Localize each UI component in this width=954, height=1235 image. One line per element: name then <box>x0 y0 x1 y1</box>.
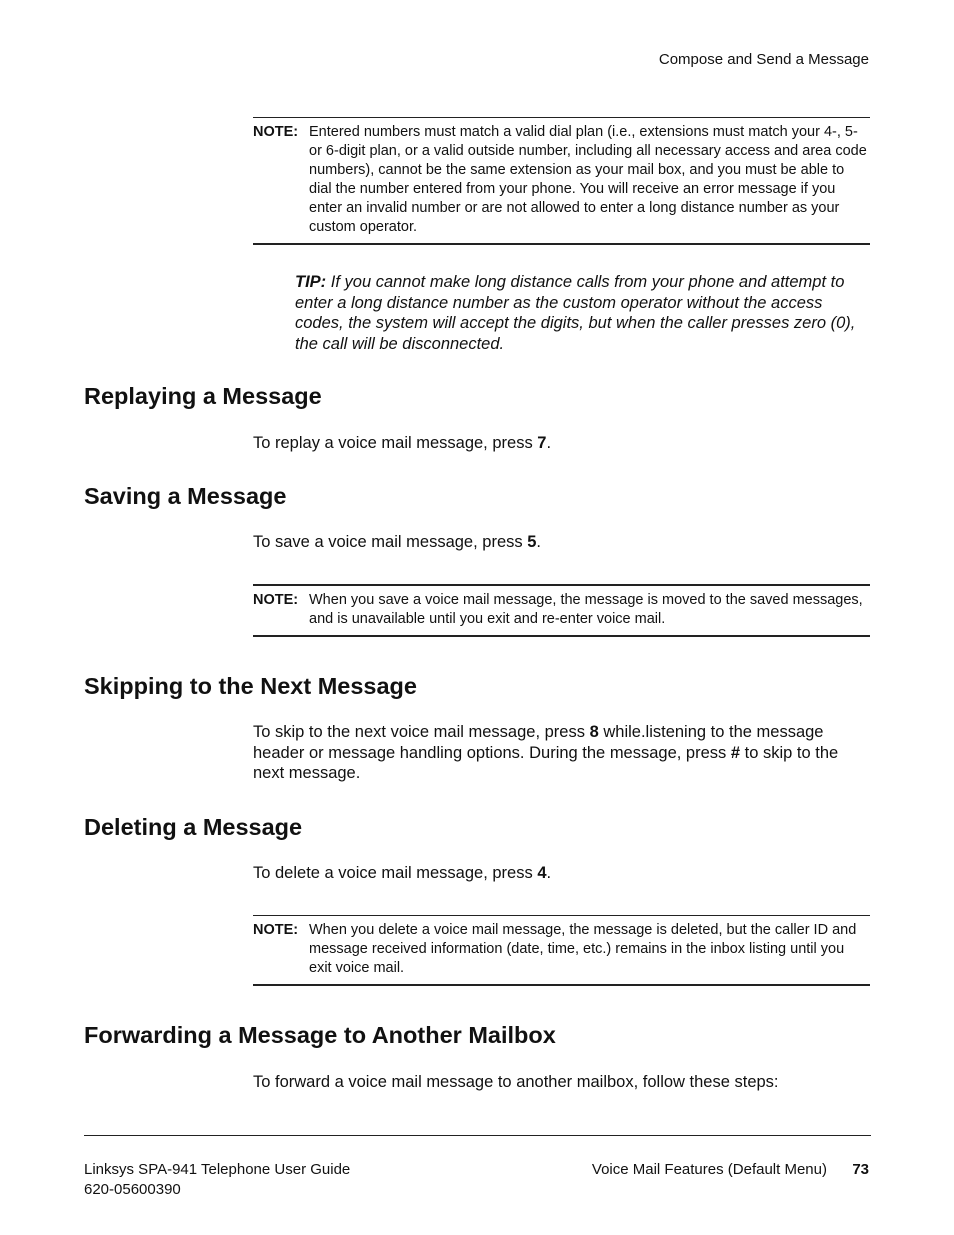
skip-paragraph: To skip to the next voice mail message, press 8 while.listening to the message header or message handling options. During the message, press # to skip to the next message. <box>253 723 839 782</box>
tip-text: If you cannot make long distance calls from your phone and attempt to enter a long distance number as the custom operator without the access codes, the system will accept the digits, but when the caller presses zero (0), the call will be disconnected. <box>295 273 856 353</box>
footer-chapter: Voice Mail Features (Default Menu) <box>591 1161 827 1178</box>
note-delete <box>253 915 870 986</box>
replay-key: 7 <box>537 434 547 452</box>
note-text: Entered numbers must match a valid dial plan (i.e., extensions must match your 4-, 5- or 6-digit plan, or a valid outside number, including all necessary access and area code numbers), cannot be the same extension as your mail box, and you must be able to dial the number entered from your phone. You will receive an error message if you enter an invalid number or are not allowed to enter a long distance number as your custom operator. <box>309 124 867 235</box>
replay-paragraph: To replay a voice mail message, press 7. <box>253 434 552 452</box>
note-text: When you save a voice mail message, the message is moved to the saved messages, and is unavailable until you exit and re-enter voice mail. <box>309 592 863 627</box>
heading-deleting: Deleting a Message <box>84 814 303 840</box>
note-dial-plan <box>253 117 870 245</box>
footer-part-number: 620-05600390 <box>84 1181 181 1198</box>
forward-paragraph: To forward a voice mail message to another mailbox, follow these steps: <box>253 1073 779 1091</box>
note-label: NOTE: <box>253 922 299 938</box>
tip-long-distance <box>295 272 875 354</box>
note-text: When you delete a voice mail message, the message is deleted, but the caller ID and message received information (date, time, etc.) remains in the inbox listing until you exit voice mail. <box>309 922 857 976</box>
page-number: 73 <box>852 1161 869 1178</box>
footer-rule <box>84 1135 871 1136</box>
heading-skipping: Skipping to the Next Message <box>84 673 417 699</box>
running-head: Compose and Send a Message <box>658 51 869 68</box>
footer-guide-title: Linksys SPA-941 Telephone User Guide <box>84 1161 351 1178</box>
tip-label: TIP: <box>295 273 327 291</box>
note-label: NOTE: <box>253 124 299 140</box>
delete-key: 4 <box>537 864 547 882</box>
heading-saving: Saving a Message <box>84 483 287 509</box>
skip-hash-key: # <box>730 743 741 762</box>
delete-paragraph: To delete a voice mail message, press 4. <box>253 864 552 882</box>
save-key: 5 <box>527 533 537 551</box>
heading-forwarding: Forwarding a Message to Another Mailbox <box>84 1022 556 1048</box>
note-save <box>253 584 870 637</box>
skip-key: 8 <box>589 723 599 741</box>
save-paragraph: To save a voice mail message, press 5. <box>253 533 541 551</box>
note-label: NOTE: <box>253 592 299 608</box>
heading-replaying: Replaying a Message <box>84 383 322 409</box>
